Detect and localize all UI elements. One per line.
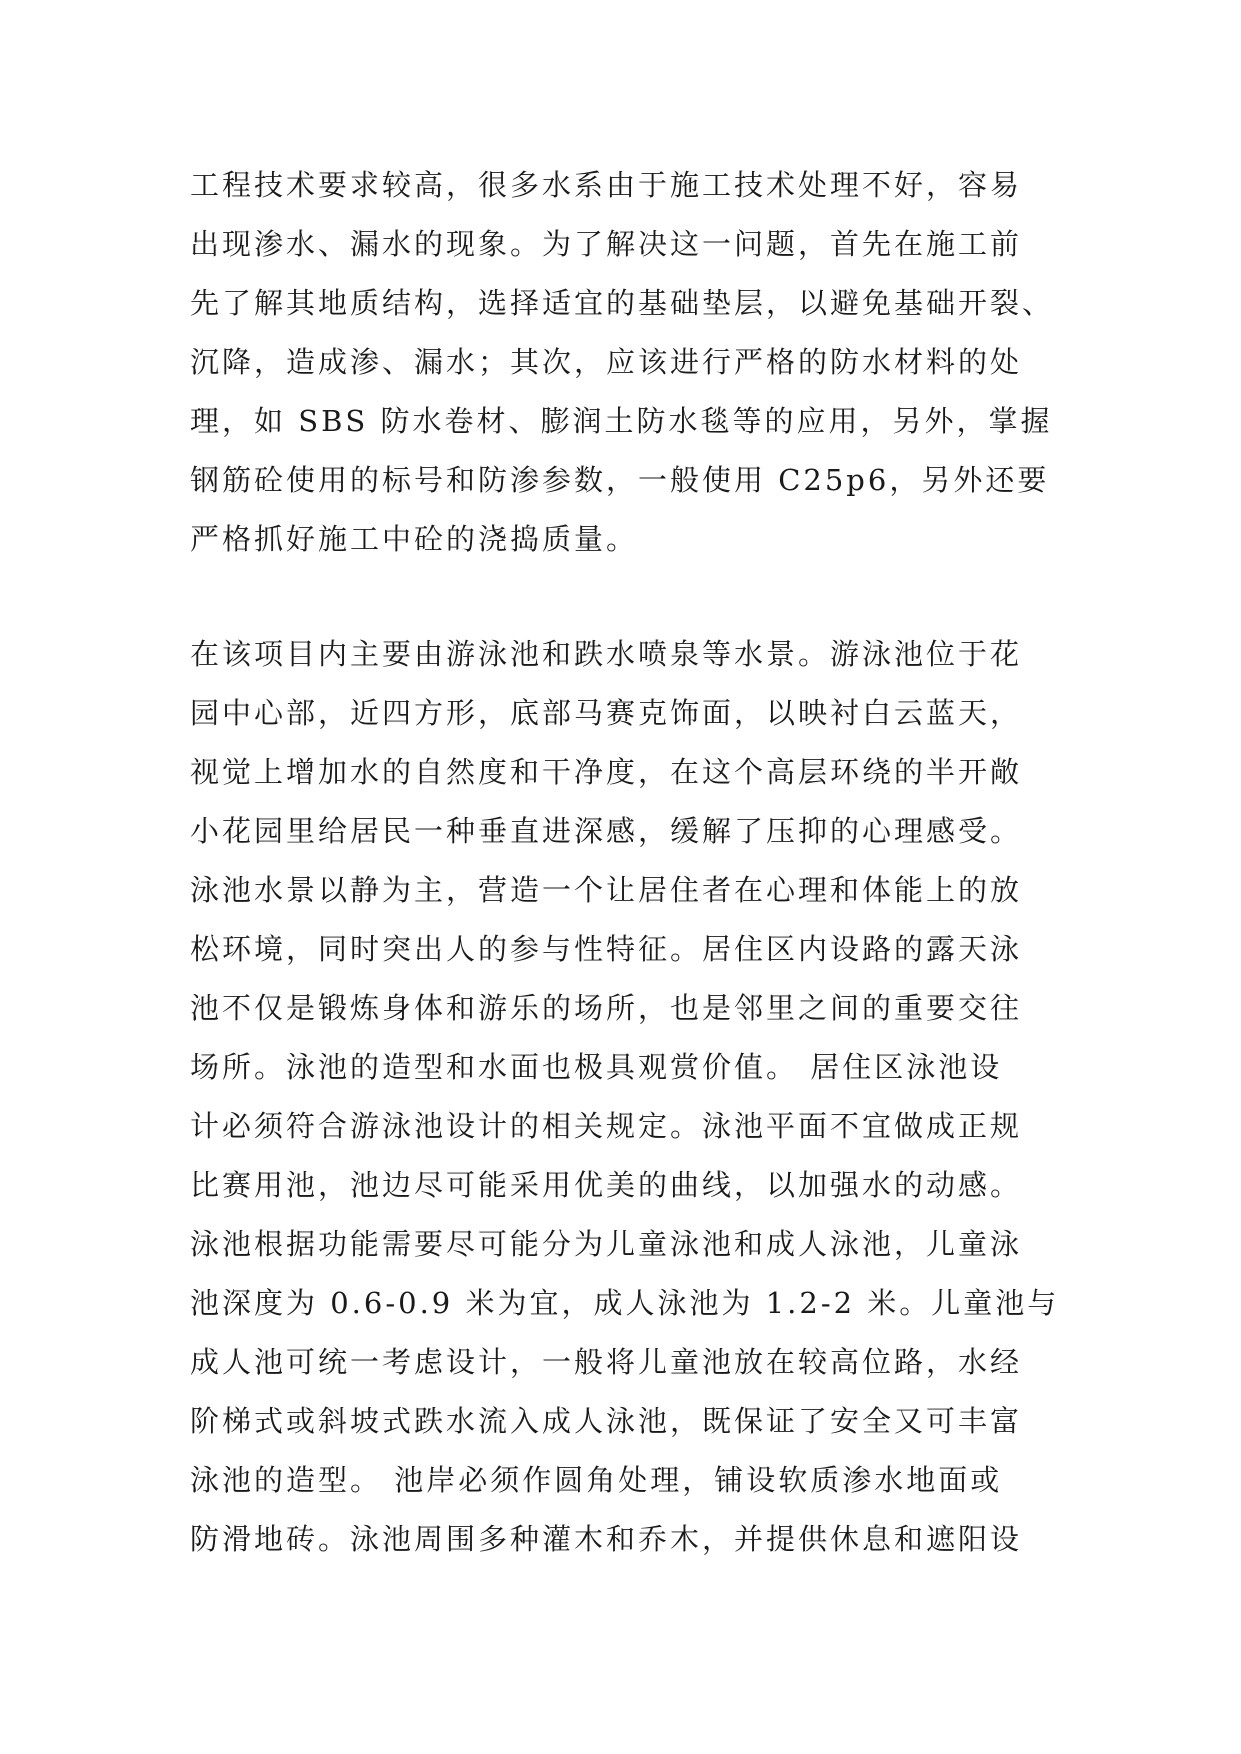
paragraph-line: 理，如 SBS 防水卷材、膨润土防水毯等的应用，另外，掌握 [190,404,1053,438]
paragraph-line: 松环境，同时突出人的参与性特征。居住区内设路的露天泳 [190,932,1023,966]
paragraph-line: 出现渗水、漏水的现象。为了解决这一问题，首先在施工前 [190,227,1023,261]
paragraph-line: 阶梯式或斜坡式跌水流入成人泳池，既保证了安全又可丰富 [190,1404,1023,1438]
paragraph-line: 工程技术要求较高，很多水系由于施工技术处理不好，容易 [190,168,1023,202]
paragraph-line: 小花园里给居民一种垂直进深感，缓解了压抑的心理感受。 [190,814,1023,848]
paragraph-line: 成人池可统一考虑设计，一般将儿童池放在较高位路，水经 [190,1345,1023,1379]
paragraph-line: 钢筋砼使用的标号和防渗参数，一般使用 C25p6，另外还要 [190,463,1050,497]
paragraph-line: 泳池的造型。 池岸必须作圆角处理，铺设软质渗水地面或 [190,1463,1003,1497]
paragraph-line: 池深度为 0.6-0.9 米为宜，成人泳池为 1.2-2 米。儿童池与 [190,1286,1060,1320]
paragraph-line: 沉降，造成渗、漏水；其次，应该进行严格的防水材料的处 [190,345,1023,379]
paragraph-waterproofing [190,156,1070,569]
paragraph-line: 严格抓好施工中砼的浇捣质量。 [190,522,639,556]
paragraph-line: 计必须符合游泳池设计的相关规定。泳池平面不宜做成正规 [190,1109,1023,1143]
paragraph-swimming-pool [190,625,1070,1569]
paragraph-line: 园中心部，近四方形，底部马赛克饰面，以映衬白云蓝天， [190,696,1023,730]
paragraph-line: 比赛用池，池边尽可能采用优美的曲线，以加强水的动感。 [190,1168,1023,1202]
paragraph-line: 视觉上增加水的自然度和干净度，在这个高层环绕的半开敞 [190,755,1023,789]
paragraph-line: 场所。泳池的造型和水面也极具观赏价值。 居住区泳池设 [190,1050,1003,1084]
paragraph-line: 泳池根据功能需要尽可能分为儿童泳池和成人泳池，儿童泳 [190,1227,1023,1261]
paragraph-line: 先了解其地质结构，选择适宜的基础垫层，以避免基础开裂、 [190,286,1055,320]
paragraph-line: 池不仅是锻炼身体和游乐的场所，也是邻里之间的重要交往 [190,991,1023,1025]
paragraph-line: 在该项目内主要由游泳池和跌水喷泉等水景。游泳池位于花 [190,637,1023,671]
paragraph-line: 防滑地砖。泳池周围多种灌木和乔木，并提供休息和遮阳设 [190,1522,1023,1556]
paragraph-line: 泳池水景以静为主，营造一个让居住者在心理和体能上的放 [190,873,1023,907]
